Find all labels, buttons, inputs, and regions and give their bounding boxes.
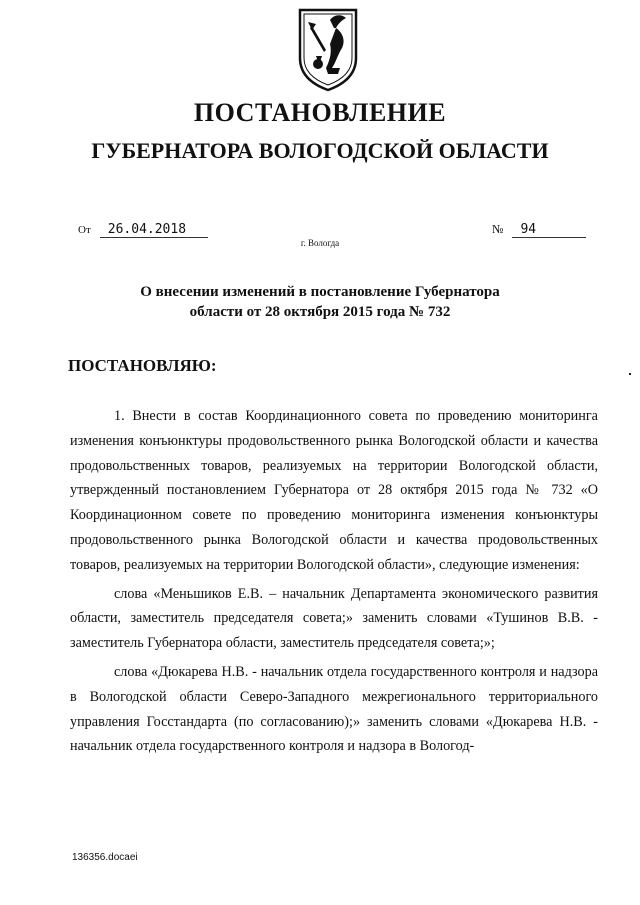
document-number: 94 (512, 222, 586, 238)
number-row (492, 222, 586, 238)
document-title: ПОСТАНОВЛЕНИЕ (193, 98, 447, 127)
city: г. Вологда (300, 238, 340, 248)
subject-line-2: области от 28 октября 2015 года № 732 (189, 304, 451, 320)
file-reference: 136356.docaei (72, 852, 138, 863)
paragraph-3: слова «Дюкарева Н.В. - начальник отдела государственного контроля и надзора в Вологодской области Северо-Западного межрегионального территориального управления Госстандарта (по согласованию);» заменить словами «Дюкарева Н.В. - начальник отдела государственного контроля и надзора в Вологод- (70, 663, 598, 755)
decree-heading: ПОСТАНОВЛЯЮ: (68, 356, 217, 375)
paragraph-2: слова «Меньшиков Е.В. – начальник Департамента экономического развития области, заместитель председателя совета;» заменить словами «Тушинов В.В. - заместитель Губернатора области, заместитель председателя совета;»; (70, 585, 598, 652)
document-date: 26.04.2018 (100, 222, 208, 238)
document-body (70, 404, 598, 759)
number-label: № (492, 222, 504, 236)
issuer-title: ГУБЕРНАТОРА ВОЛОГОДСКОЙ ОБЛАСТИ (91, 138, 549, 163)
date-label: От (78, 224, 91, 236)
date-row (78, 222, 208, 238)
margin-mark (629, 373, 631, 375)
paragraph-1: 1. Внести в состав Координационного совета по проведению мониторинга изменения конъюнктуры продовольственного рынка Вологодской области и качества продовольственных товаров, реализуемых на территории Вологодской области, утвержденный постановлением Губернатора от 28 октября 2015 года № 732 «О Координационном совете по проведению мониторинга изменения конъюнктуры продовольственного рынка Вологодской области и качества продовольственных товаров, реализуемых на территории Вологодской области», следующие изменения: (70, 408, 598, 573)
subject-line-1: О внесении изменений в постановление Губернатора (140, 284, 500, 300)
vologda-coat-of-arms-icon (296, 6, 360, 92)
document-subject (110, 282, 530, 322)
